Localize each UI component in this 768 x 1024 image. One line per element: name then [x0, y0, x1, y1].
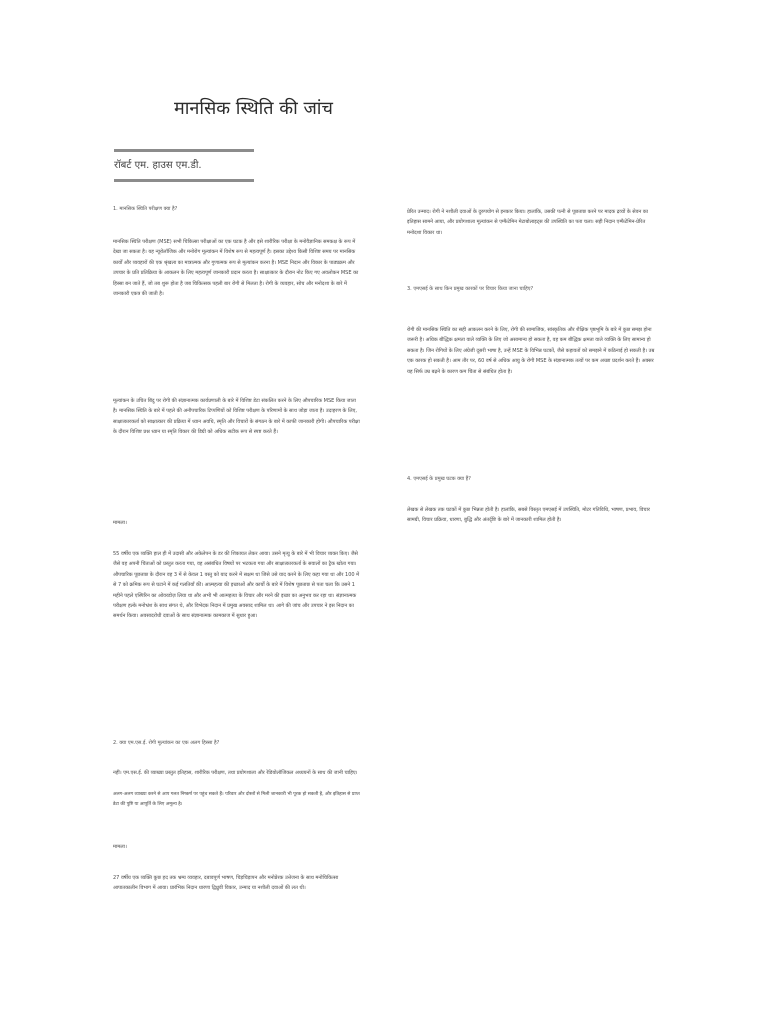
paragraph-interpretation-note: अलग-अलग व्याख्या करने से आप गलत निष्कर्ष पर पहुंच सकते हैं। परिवार और दोस्तों से मिली जानकारी भी पूरक हो सकती है, और इतिहास से प्राप्त डेटा की पुष्टि या आपूर्ति के लिए अमूल्य है।	[113, 792, 360, 807]
paragraph-key-factors: रोगी की मानसिक स्थिति का सही आकलन करने के लिए, रोगी की सामाजिक, सांस्कृतिक और शैक्षिक पृष्ठभूमि के बारे में कुछ समझ होना जरूरी है। अधिक बौद्धिक क्षमता वाले व्यक्ति के लिए जो असामान्य हो सकता है, वह कम बौद्धिक क्षमता वाले व्यक्ति के लिए सामान्य हो सकता है। जिन रोगियों के लिए अंग्रेजी दूसरी भाषा है, उन्हें MSE के विभिन्न घटकों, जैसे कहावतों को समझने में कठिनाई हो सकती है। उम्र एक कारक हो सकती है। आम तौर पर, 60 वर्ष से अधिक आयु के रोगी MSE के संज्ञानात्मक तत्वों पर कम अच्छा प्रदर्शन करते हैं। अक्सर यह सिर्फ उम्र बढ़ने के कारण कम चिंता से संबंधित होता है।	[407, 327, 655, 375]
page-title: मानसिक स्थिति की जांच	[174, 98, 333, 119]
question-3: 3. एमएसई के साथ किन प्रमुख कारकों पर विचार किया जाना चाहिए?	[407, 286, 534, 292]
author-rule-bottom	[114, 179, 254, 182]
paragraph-mse-components: लेखक से लेखक तक घटकों में कुछ भिन्नता होती है। हालांकि, सबसे विस्तृत एमएसई में उपस्थिति, मोटर गतिविधि, भाषण, प्रभाव, विचार सामग्री, विचार प्रक्रिया, धारणा, बुद्धि और अंतर्दृष्टि के बारे में जानकारी शामिल होती है।	[407, 507, 650, 524]
case-study-2: 27 वर्षीय एक व्यक्ति कुछ हद तक भ्रम्य व्यवहार, दबावपूर्ण भाषण, चिड़चिड़ापन और मनोप्रेरक उत्तेजना के साथ मनोचिकित्सा आपातकालीन विभाग में आया। प्रारंभिक निदान धारणा द्विध्रुवी विकार, उन्माद या नशीली दवाओं की लत थी।	[113, 875, 339, 892]
title-rule-top	[114, 149, 254, 152]
case-study-1: 55 वर्षीय एक व्यक्ति हाल ही में उदासी और अकेलेपन के डर की शिकायत लेकर आया। उसने मृत्यु के बारे में भी विचार व्यक्त किए। जैसे जैसे वह अपनी चिंताओं को प्रस्तुत करता गया, वह असंबंधित विषयों पर भटकता गया और साक्षात्कारकर्ता के सवालों का ट्रैक खोता गया। औपचारिक पूछताछ के दौरान वह 3 में से केवल 1 वस्तु को याद करने में सक्षम था जिसे उसे याद करने के लिए कहा गया था और 100 में से 7 को क्रमिक रूप से घटाने में कई गलतियाँ कीं। आत्महत्या की इच्छाओं और कार्यों के बारे में विशेष पूछताछ से पता चला कि उसने 1 महीने पहले एस्पिरिन का ओवरडोज़ लिया था और अभी भी आत्महत्या के विचार और मरने की इच्छा का अनुभव कर रहा था। संज्ञानात्मक परीक्षण हल्के मनोभ्रंश के साथ संगत थे, और विभेदक निदान में प्रमुख अवसाद शामिल था। आगे की जांच और उपचार ने इस निदान का समर्थन किया। अवसादरोधी दवाओं के साथ संज्ञानात्मक कामकाज में सुधार हुआ।	[113, 551, 360, 620]
case-label-2: मामला।	[113, 844, 127, 850]
paragraph-case-continuation: प्रेरित उन्माद। रोगी ने नशीली दवाओं के दुरुपयोग से इनकार किया। हालांकि, उसकी पत्नी से पूछताछ करने पर मादक द्रव्यों के सेवन का इतिहास सामने आया, और प्रयोगशाला मूल्यांकन से एम्फैटेमिन मेटाबोलाइट्स की उपस्थिति का पता चला। सही निदान एम्फैटेमिन-प्रेरित मनोदशा विकार था।	[407, 209, 648, 236]
question-4: 4. एमएसई के प्रमुख घटक क्या हैं?	[407, 476, 471, 482]
paragraph-formal-mse: मूल्यांकन के उचित बिंदु पर रोगी की संज्ञानात्मक कार्यप्रणाली के बारे में विशिष्ट डेटा संकलित करने के लिए औपचारिक MSE किया जाता है। मानसिक स्थिति के बारे में पहले की अनौपचारिक टिप्पणियों को विशिष्ट परीक्षण के परिणामों के साथ जोड़ा जाता है। उदाहरण के लिए, साक्षात्कारकर्ता को साक्षात्कार की प्रक्रिया में ध्यान अवधि, स्मृति और विचारों के संगठन के बारे में काफी जानकारी होगी। औपचारिक परीक्षा के दौरान विशिष्ट प्रश्न ध्यान या स्मृति विकार की डिग्री को अधिक सटीक रूप से स्पष्ट करते हैं।	[113, 398, 360, 436]
question-1: 1. मानसिक स्थिति परीक्षण क्या है?	[113, 206, 178, 212]
paragraph-mse-integration: नहीं। एम.एस.ई. की व्याख्या प्रस्तुत इतिहास, शारीरिक परीक्षण, तथा प्रयोगशाला और रेडियोलॉजिकल अध्ययनों के साथ की जानी चाहिए।	[113, 770, 358, 776]
case-label-1: मामला।	[113, 520, 127, 526]
paragraph-mse-definition: मानसिक स्थिति परीक्षण (MSE) सभी चिकित्सा परीक्षाओं का एक घटक है और इसे शारीरिक परीक्षा के मनोवैज्ञानिक समकक्ष के रूप में देखा जा सकता है। यह न्यूरोलॉजिक और मनोरोग मूल्यांकन में विशेष रूप से महत्वपूर्ण है। इसका उद्देश्य किसी विशिष्ट समय पर मानसिक कार्यों और व्यवहारों की एक श्रृंखला का मात्रात्मक और गुणात्मक रूप से मूल्यांकन करना है। MSE निदान और विकार के पाठ्यक्रम और उपचार के प्रति प्रतिक्रिया के आकलन के लिए महत्वपूर्ण जानकारी प्रदान करता है। साक्षात्कार के दौरान नोट किए गए अवलोकन MSE का हिस्सा बन जाते हैं, जो तब शुरू होता है जब चिकित्सक पहली बार रोगी से मिलता है। रोगी के व्यवहार, सोच और मनोदशा के बारे में जानकारी एकत्र की जाती है।	[113, 239, 359, 298]
author-name: रॉबर्ट एम. हाउस एम.डी.	[114, 160, 202, 171]
question-2: 2. क्या एम.एस.ई. रोगी मूल्यांकन का एक अलग हिस्सा है?	[113, 740, 220, 746]
